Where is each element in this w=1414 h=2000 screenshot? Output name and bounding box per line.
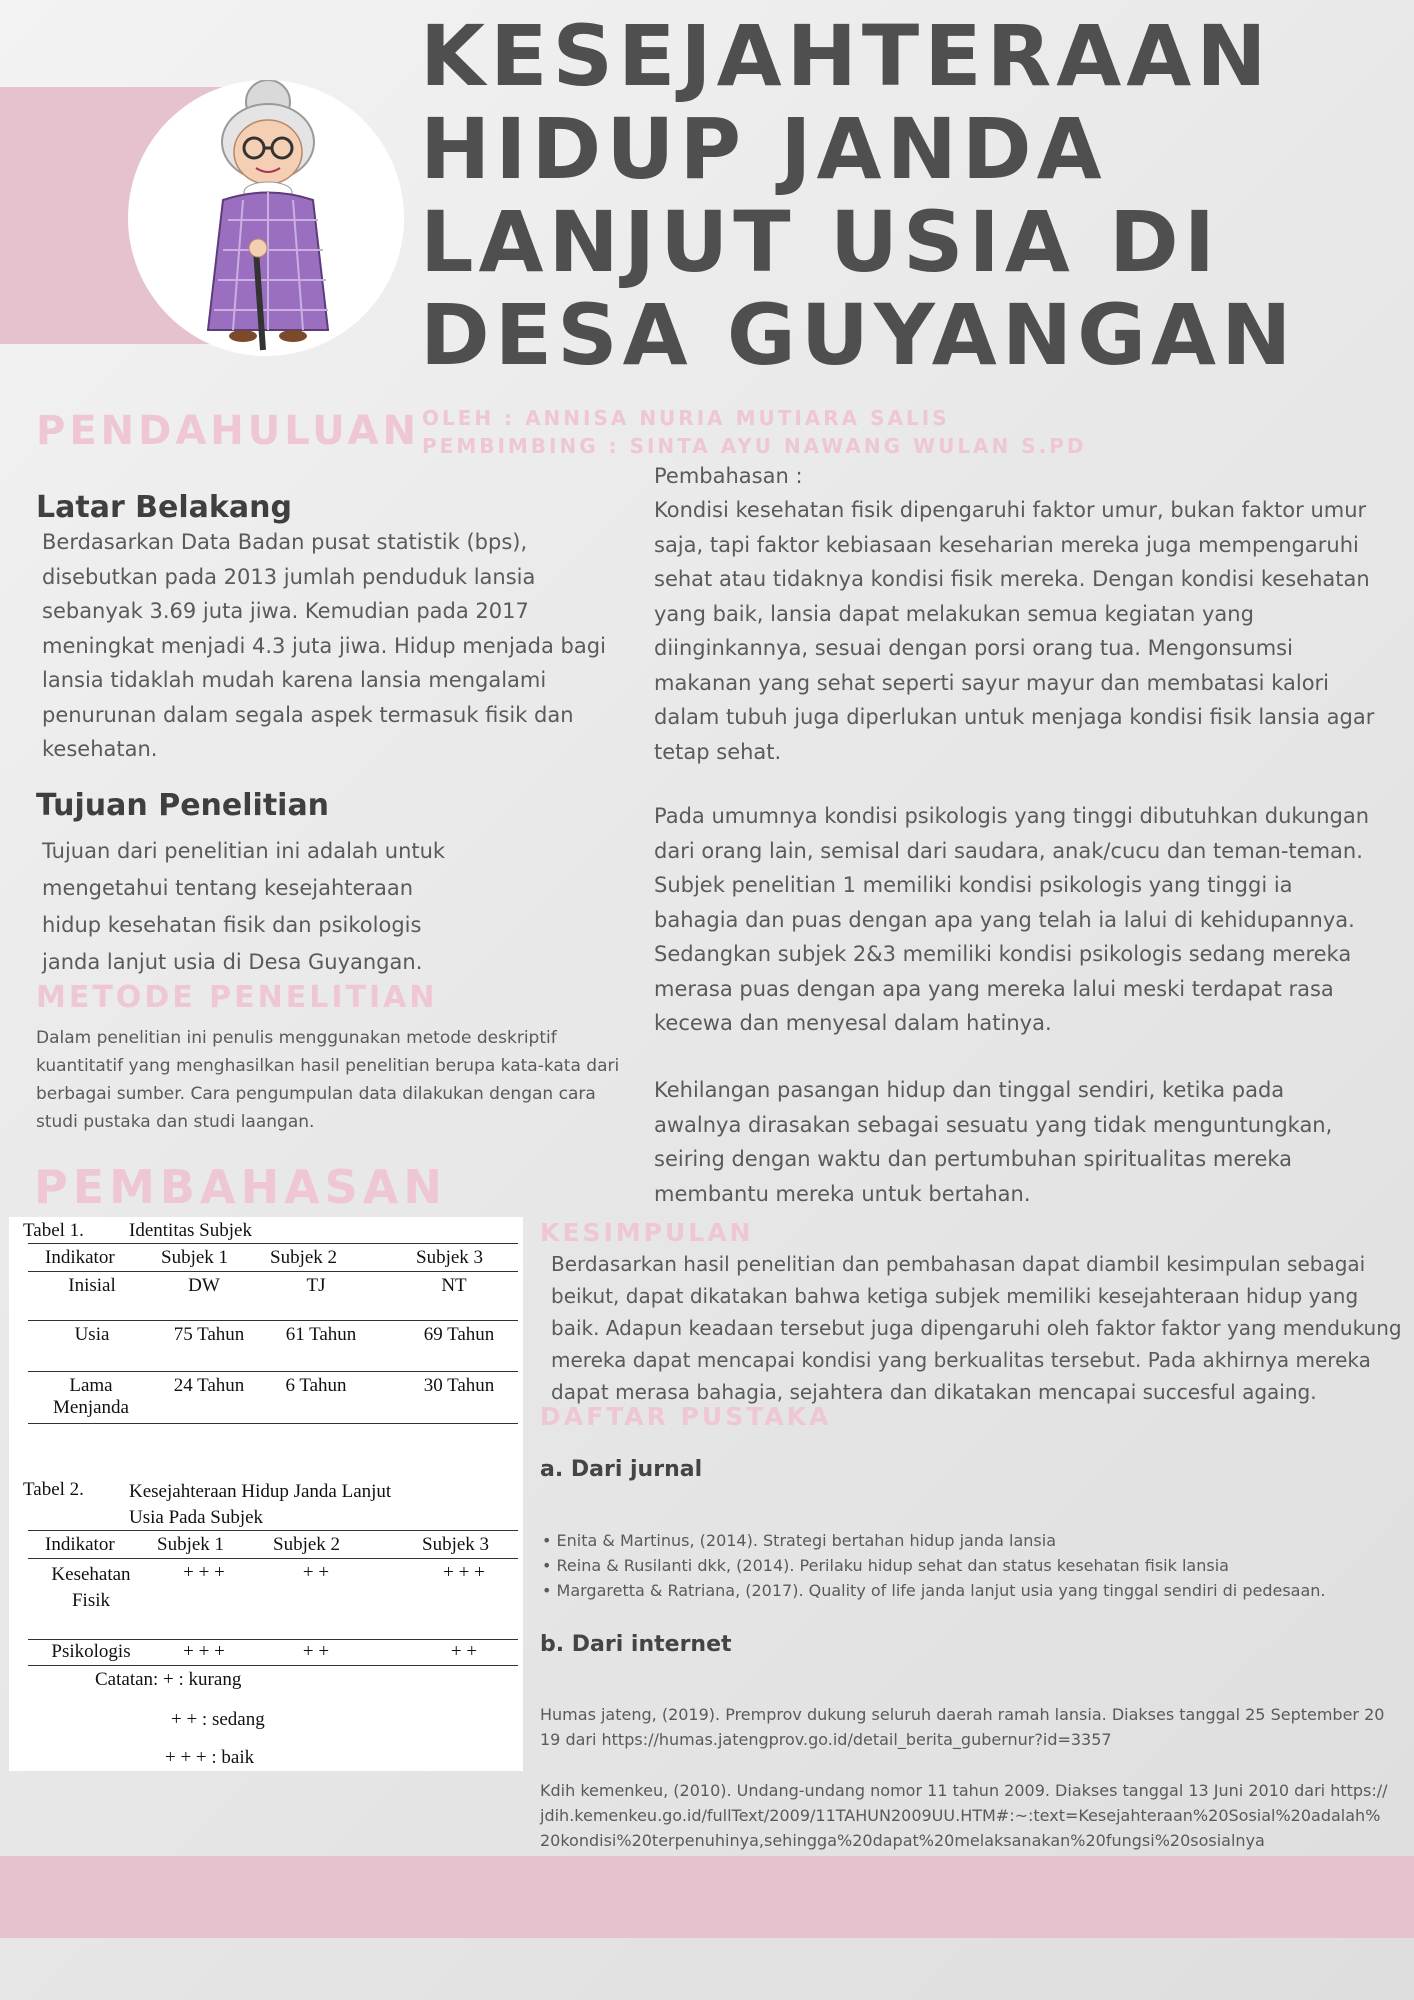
table-rule	[28, 1320, 518, 1321]
tujuan-text: Tujuan dari penelitian ini adalah untuk mengetahui tentang kesejahteraan hidup kesehatan fisik dan psikologis janda lanjut usia di Desa Guyangan.	[42, 839, 446, 974]
table2-cell: + +	[302, 1641, 330, 1662]
table1-cell: 24 Tahun	[173, 1375, 245, 1396]
section-heading-pembahasan: PEMBAHASAN	[34, 1160, 447, 1214]
table1-header: Subjek 1	[161, 1247, 229, 1268]
pembahasan-label: Pembahasan :	[654, 464, 803, 488]
table2-note: + + + : baik	[165, 1747, 255, 1768]
table-rule	[28, 1530, 518, 1531]
table1-cell: 75 Tahun	[173, 1324, 245, 1345]
table1-cell: Usia	[74, 1324, 110, 1345]
author-block	[422, 404, 1087, 460]
reference-item: Kdih kemenkeu, (2010). Undang-undang nomor 11 tahun 2009. Diakses tanggal 13 Juni 2010 dari https://jdih.kemenkeu.go.id/fullText/2009/11TAHUN2009UU.HTM#:~:text=Kesejahteraan%20Sosial%20adalah%20kondisi%20terpenuhinya,sehingga%20dapat%20melaksanakan%20fungsi%20sosialnya	[540, 1781, 1388, 1850]
table-rule	[28, 1639, 518, 1640]
kesimpulan-text: Berdasarkan hasil penelitian dan pembahasan dapat diambil kesimpulan sebagai beikut, dapat dikatakan bahwa ketiga subjek memiliki kesejahteraan hidup yang baik. Adapun keadaan tersebut juga dipengaruhi oleh faktor faktor yang mendukung mereka dapat mencapai kondisi yang berkualitas tersebut. Pada akhirnya mereka dapat merasa bahagia, sejahtera dan dikatakan mencapai succesful againg.	[551, 1252, 1402, 1404]
reference-item: • Enita & Martinus, (2014). Strategi bertahan hidup janda lansia	[542, 1531, 1056, 1550]
pembahasan-paragraph-3: Kehilangan pasangan hidup dan tinggal sendiri, ketika pada awalnya dirasakan sebagai sesuatu yang tidak menguntungkan, seiring dengan waktu dan pertumbuhan spiritualitas mereka membantu mereka untuk bertahan.	[654, 1078, 1333, 1206]
table2-cell: Kesehatan Fisik	[51, 1564, 131, 1611]
pembahasan-paragraph-1: Kondisi kesehatan fisik dipengaruhi faktor umur, bukan faktor umur saja, tapi faktor kebiasaan keseharian mereka juga mempengaruhi sehat atau tidaknya kondisi fisik mereka. Dengan kondisi kesehatan yang baik, lansia dapat melakukan semua kegiatan yang diinginkannya, sesuai dengan porsi orang tua. Mengonsumsi makanan yang sehat seperti sayur mayur dan membatasi kalori dalam tubuh juga diperlukan untuk menjaga kondisi fisik lansia agar tetap sehat.	[654, 498, 1375, 764]
table1-cell: Lama Menjanda	[53, 1375, 129, 1418]
table2-cell: + + +	[183, 1641, 225, 1662]
table1-header: Indikator	[45, 1247, 115, 1268]
table-rule	[28, 1665, 518, 1666]
table2-cell: + + +	[183, 1562, 225, 1583]
table2-cell: Psikologis	[51, 1641, 131, 1662]
poster-title: KESEJAHTERAAN HIDUP JANDA LANJUT USIA DI DESA GUYANGAN	[420, 7, 1297, 384]
table-rule	[28, 1371, 518, 1372]
table1-cell: Inisial	[68, 1275, 116, 1296]
table2-cell: + +	[302, 1562, 330, 1583]
table1-cell: 61 Tahun	[285, 1324, 357, 1345]
table1-cell: 6 Tahun	[285, 1375, 347, 1396]
table2-header: Subjek 1	[157, 1534, 225, 1555]
references-journal-heading: a. Dari jurnal	[540, 1457, 703, 1482]
author-line: OLEH : ANNISA NURIA MUTIARA SALIS	[422, 406, 950, 430]
pembahasan-paragraph-2: Pada umumnya kondisi psikologis yang tinggi dibutuhkan dukungan dari orang lain, semisal dari saudara, anak/cucu dan teman-teman. Subjek penelitian 1 memiliki kondisi psikologis yang tinggi ia bahagia dan puas dengan apa yang telah ia lalui di kehidupannya. Sedangkan subjek 2&3 memiliki kondisi psikologis sedang mereka merasa puas dengan apa yang mereka lalui meski terdapat rasa kecewa dan menyesal dalam hatinya.	[654, 804, 1370, 1035]
section-heading-pendahuluan: PENDAHULUAN	[36, 408, 420, 454]
table-rule	[28, 1243, 518, 1244]
table1-header: Subjek 2	[270, 1247, 338, 1268]
latar-belakang-heading: Latar Belakang	[36, 490, 292, 525]
table2-note: + + : sedang	[171, 1709, 265, 1730]
table2-caption-title: Kesejahteraan Hidup Janda Lanjut Usia Pada Subjek	[129, 1481, 392, 1528]
table2-caption-number: Tabel 2.	[23, 1479, 84, 1500]
table1-cell: 30 Tahun	[423, 1375, 495, 1396]
table2-cell: + +	[450, 1641, 478, 1662]
table1-caption-title: Identitas Subjek	[129, 1220, 252, 1241]
table2-cell: + + +	[443, 1562, 485, 1583]
reference-item: • Margaretta & Ratriana, (2017). Quality of life janda lanjut usia yang tinggal sendiri di pedesaan.	[542, 1581, 1326, 1600]
table1-cell: TJ	[306, 1275, 326, 1296]
table1-cell: DW	[188, 1275, 220, 1296]
table2-header: Subjek 3	[422, 1534, 490, 1555]
section-heading-metode: METODE PENELITIAN	[36, 980, 438, 1015]
table1-header: Subjek 3	[416, 1247, 484, 1268]
table2-note: Catatan: + : kurang	[95, 1669, 242, 1690]
table-rule	[28, 1558, 518, 1559]
table-rule	[28, 1271, 518, 1272]
metode-text: Dalam penelitian ini penulis menggunakan metode deskriptif kuantitatif yang menghasilkan hasil penelitian berupa kata-kata dari berbagai sumber. Cara pengumpulan data dilakukan dengan cara studi pustaka dan studi laangan.	[36, 1028, 620, 1132]
reference-item: • Reina & Rusilanti dkk, (2014). Perilaku hidup sehat dan status kesehatan fisik lansia	[542, 1556, 1229, 1575]
table2-header: Indikator	[45, 1534, 115, 1555]
reference-item: Humas jateng, (2019). Premprov dukung seluruh daerah ramah lansia. Diakses tanggal 25 September 2019 dari https://humas.jatengprov.go.id/detail_berita_gubernur?id=3357	[540, 1705, 1385, 1749]
table-rule	[28, 1423, 518, 1424]
grandmother-illustration	[128, 80, 404, 356]
tujuan-heading: Tujuan Penelitian	[36, 788, 330, 823]
section-heading-kesimpulan: KESIMPULAN	[540, 1218, 754, 1247]
table2-header: Subjek 2	[273, 1534, 341, 1555]
results-tables	[9, 1217, 523, 1771]
section-heading-daftar-pustaka: DAFTAR PUSTAKA	[540, 1402, 832, 1431]
table1-caption-number: Tabel 1.	[23, 1220, 84, 1241]
latar-belakang-text: Berdasarkan Data Badan pusat statistik (bps), disebutkan pada 2013 jumlah penduduk lansia sebanyak 3.69 juta jiwa. Kemudian pada 2017 meningkat menjadi 4.3 juta jiwa. Hidup menjada bagi lansia tidaklah mudah karena lansia mengalami penurunan dalam segala aspek termasuk fisik dan kesehatan.	[42, 530, 606, 761]
pink-accent-band-bottom	[0, 1856, 1414, 1938]
references-journal-list	[542, 1528, 1402, 1603]
references-internet-heading: b. Dari internet	[540, 1632, 732, 1657]
table1-cell: NT	[441, 1275, 467, 1296]
advisor-line: PEMBIMBING : SINTA AYU NAWANG WULAN S.PD	[422, 434, 1087, 458]
table1-cell: 69 Tahun	[423, 1324, 495, 1345]
